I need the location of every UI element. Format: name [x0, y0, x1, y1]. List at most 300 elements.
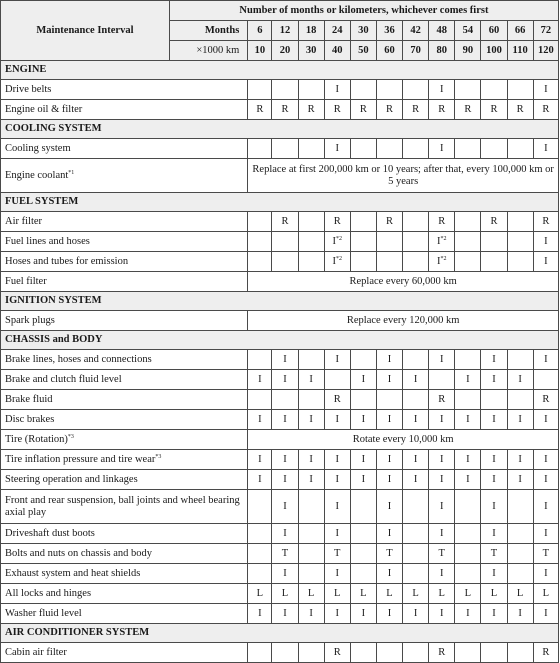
- km-value: 110: [507, 41, 533, 61]
- interval-mark: I: [272, 470, 298, 490]
- interval-mark: I: [481, 470, 507, 490]
- interval-mark: I: [429, 450, 455, 470]
- item-name: [1, 584, 248, 604]
- item-label: Front and rear suspension, ball joints and wheel bearing axial play: [5, 494, 240, 518]
- interval-mark: [272, 139, 298, 159]
- interval-mark: L: [429, 584, 455, 604]
- table-row: [1, 80, 559, 100]
- footnote-ref: *3: [155, 453, 162, 460]
- interval-mark: [298, 80, 324, 100]
- interval-mark: R: [376, 100, 402, 120]
- interval-mark: I: [248, 450, 272, 470]
- interval-mark: I: [533, 604, 558, 624]
- interval-mark: [350, 139, 376, 159]
- interval-mark: R: [350, 100, 376, 120]
- item-name: [1, 272, 248, 292]
- interval-mark: I: [376, 524, 402, 544]
- item-label: Exhaust system and heat shields: [5, 567, 141, 579]
- span-note: Replace every 60,000 km: [248, 272, 559, 292]
- interval-mark: [455, 490, 481, 524]
- section-row: [1, 61, 559, 80]
- interval-mark: [376, 139, 402, 159]
- interval-mark: I: [298, 470, 324, 490]
- interval-mark: I: [481, 410, 507, 430]
- interval-mark: [298, 544, 324, 564]
- section-row: [1, 331, 559, 350]
- interval-mark: L: [272, 584, 298, 604]
- interval-mark: [350, 232, 376, 252]
- interval-mark: [298, 564, 324, 584]
- interval-mark: [455, 643, 481, 663]
- km-value: 20: [272, 41, 298, 61]
- table-row: [1, 584, 559, 604]
- interval-mark: [403, 252, 429, 272]
- interval-mark: [248, 232, 272, 252]
- interval-mark: [324, 232, 350, 252]
- interval-mark: [533, 370, 558, 390]
- span-note: Replace at first 200,000 km or 10 years; after that, every 100,000 km or 5 years: [248, 159, 559, 193]
- item-label: Engine oil & filter: [5, 103, 83, 115]
- item-name: [1, 490, 248, 524]
- table-row: [1, 490, 559, 524]
- months-value: 18: [298, 21, 324, 41]
- item-name: [1, 139, 248, 159]
- interval-mark: R: [324, 643, 350, 663]
- interval-mark: I: [533, 139, 558, 159]
- interval-mark: R: [429, 212, 455, 232]
- interval-mark: [455, 252, 481, 272]
- interval-mark: I: [429, 350, 455, 370]
- table-row: [1, 159, 559, 193]
- table-row: [1, 232, 559, 252]
- interval-mark: I: [403, 450, 429, 470]
- interval-mark: [481, 80, 507, 100]
- interval-mark: L: [533, 584, 558, 604]
- interval-mark: I: [533, 564, 558, 584]
- item-name: [1, 370, 248, 390]
- footnote-ref: *2: [440, 255, 447, 262]
- interval-mark: R: [324, 212, 350, 232]
- interval-mark: I: [481, 350, 507, 370]
- interval-mark: R: [429, 390, 455, 410]
- interval-mark: [248, 544, 272, 564]
- interval-mark: [272, 390, 298, 410]
- interval-mark: I: [272, 490, 298, 524]
- km-label: ×1000 km: [169, 41, 247, 61]
- interval-mark: I: [455, 370, 481, 390]
- interval-mark: I: [272, 370, 298, 390]
- interval-mark: I: [324, 524, 350, 544]
- interval-mark: [376, 252, 402, 272]
- months-value: 54: [455, 21, 481, 41]
- item-label: Disc brakes: [5, 413, 55, 425]
- interval-mark: [298, 232, 324, 252]
- interval-mark: [376, 80, 402, 100]
- item-label: All locks and hinges: [5, 587, 92, 599]
- interval-mark: [507, 232, 533, 252]
- interval-mark: I: [350, 470, 376, 490]
- item-name: [1, 604, 248, 624]
- interval-mark: L: [455, 584, 481, 604]
- item-label: Hoses and tubes for emission: [5, 255, 129, 267]
- interval-mark: [455, 390, 481, 410]
- interval-mark: L: [248, 584, 272, 604]
- months-label: Months: [169, 21, 247, 41]
- interval-mark: [248, 350, 272, 370]
- months-value: 72: [533, 21, 558, 41]
- footnote-ref: *3: [67, 433, 74, 440]
- interval-mark: I: [507, 470, 533, 490]
- months-value: 42: [403, 21, 429, 41]
- km-value: 80: [429, 41, 455, 61]
- interval-mark: I: [272, 564, 298, 584]
- interval-mark: [455, 350, 481, 370]
- interval-mark: I: [507, 370, 533, 390]
- table-row: [1, 272, 559, 292]
- interval-mark: R: [272, 212, 298, 232]
- km-value: 70: [403, 41, 429, 61]
- interval-mark: [403, 232, 429, 252]
- section-title: COOLING SYSTEM: [1, 120, 559, 139]
- interval-mark: I: [298, 450, 324, 470]
- section-title: FUEL SYSTEM: [1, 193, 559, 212]
- km-value: 100: [481, 41, 507, 61]
- mark-letter: I: [332, 255, 336, 267]
- interval-mark: T: [324, 544, 350, 564]
- interval-mark: I: [350, 410, 376, 430]
- item-label: Cooling system: [5, 142, 71, 154]
- interval-mark: R: [429, 643, 455, 663]
- interval-mark: I: [324, 470, 350, 490]
- interval-mark: I: [376, 470, 402, 490]
- interval-mark: [350, 252, 376, 272]
- interval-mark: [455, 524, 481, 544]
- interval-mark: I: [455, 470, 481, 490]
- interval-mark: [350, 490, 376, 524]
- interval-mark: [455, 564, 481, 584]
- interval-mark: [324, 252, 350, 272]
- item-label: Cabin air filter: [5, 646, 67, 658]
- interval-mark: [376, 232, 402, 252]
- footnote-ref: *2: [336, 255, 342, 262]
- interval-mark: [429, 370, 455, 390]
- interval-mark: [298, 643, 324, 663]
- interval-mark: [298, 350, 324, 370]
- table-row: [1, 311, 559, 331]
- interval-mark: I: [350, 604, 376, 624]
- interval-mark: R: [298, 100, 324, 120]
- item-label: Fuel filter: [5, 275, 47, 287]
- table-row: [1, 390, 559, 410]
- interval-title: Number of months or kilometers, whichever comes first: [169, 1, 558, 21]
- months-value: 48: [429, 21, 455, 41]
- interval-mark: I: [272, 410, 298, 430]
- interval-mark: I: [429, 490, 455, 524]
- months-value: 36: [376, 21, 402, 41]
- interval-mark: R: [533, 390, 558, 410]
- interval-mark: R: [455, 100, 481, 120]
- interval-mark: I: [376, 370, 402, 390]
- interval-mark: I: [429, 470, 455, 490]
- table-row: [1, 544, 559, 564]
- interval-mark: R: [248, 100, 272, 120]
- interval-mark: L: [376, 584, 402, 604]
- interval-mark: I: [429, 80, 455, 100]
- interval-mark: I: [324, 410, 350, 430]
- interval-mark: [350, 390, 376, 410]
- item-label: Brake lines, hoses and connections: [5, 353, 152, 365]
- section-row: [1, 120, 559, 139]
- section-title: CHASSIS and BODY: [1, 331, 559, 350]
- table-row: [1, 524, 559, 544]
- interval-mark: I: [507, 410, 533, 430]
- interval-mark: [272, 80, 298, 100]
- footnote-ref: *2: [336, 235, 342, 242]
- interval-mark: R: [324, 390, 350, 410]
- interval-mark: I: [533, 232, 558, 252]
- interval-mark: [403, 643, 429, 663]
- item-label: Tire inflation pressure and tire wear: [5, 453, 156, 465]
- interval-mark: I: [533, 524, 558, 544]
- interval-mark: [350, 350, 376, 370]
- interval-mark: T: [533, 544, 558, 564]
- mark-letter: I: [437, 255, 441, 267]
- interval-mark: [481, 232, 507, 252]
- interval-mark: I: [403, 410, 429, 430]
- months-value: 66: [507, 21, 533, 41]
- footnote-ref: *2: [440, 235, 447, 242]
- interval-mark: I: [455, 604, 481, 624]
- item-name: [1, 80, 248, 100]
- interval-mark: [298, 524, 324, 544]
- interval-mark: L: [481, 584, 507, 604]
- interval-mark: I: [403, 370, 429, 390]
- km-value: 10: [248, 41, 272, 61]
- interval-mark: T: [272, 544, 298, 564]
- interval-mark: I: [429, 139, 455, 159]
- interval-mark: [272, 232, 298, 252]
- interval-mark: [248, 80, 272, 100]
- interval-mark: I: [376, 564, 402, 584]
- item-name: [1, 544, 248, 564]
- table-row: [1, 350, 559, 370]
- interval-mark: [507, 544, 533, 564]
- interval-mark: I: [481, 490, 507, 524]
- interval-mark: I: [324, 490, 350, 524]
- interval-mark: I: [376, 604, 402, 624]
- section-row: [1, 292, 559, 311]
- interval-mark: [403, 524, 429, 544]
- km-value: 40: [324, 41, 350, 61]
- interval-mark: I: [298, 410, 324, 430]
- interval-mark: R: [533, 643, 558, 663]
- interval-mark: [272, 252, 298, 272]
- interval-mark: [455, 139, 481, 159]
- interval-mark: [403, 212, 429, 232]
- item-label: Bolts and nuts on chassis and body: [5, 547, 152, 559]
- interval-mark: R: [272, 100, 298, 120]
- interval-mark: [403, 80, 429, 100]
- interval-mark: [455, 232, 481, 252]
- interval-mark: [298, 212, 324, 232]
- interval-mark: T: [429, 544, 455, 564]
- interval-mark: I: [507, 450, 533, 470]
- interval-mark: I: [455, 450, 481, 470]
- interval-mark: I: [533, 252, 558, 272]
- km-value: 50: [350, 41, 376, 61]
- interval-mark: I: [429, 564, 455, 584]
- item-name: [1, 350, 248, 370]
- interval-mark: [350, 643, 376, 663]
- item-label: Drive belts: [5, 83, 52, 95]
- interval-mark: T: [376, 544, 402, 564]
- interval-mark: I: [507, 604, 533, 624]
- interval-mark: [298, 139, 324, 159]
- interval-mark: [376, 390, 402, 410]
- interval-mark: R: [376, 212, 402, 232]
- interval-mark: [403, 390, 429, 410]
- table-row: [1, 430, 559, 450]
- interval-mark: I: [272, 350, 298, 370]
- km-value: 90: [455, 41, 481, 61]
- interval-mark: [403, 544, 429, 564]
- interval-mark: L: [507, 584, 533, 604]
- interval-mark: R: [481, 100, 507, 120]
- item-name: [1, 643, 248, 663]
- interval-mark: [507, 350, 533, 370]
- months-value: 60: [481, 21, 507, 41]
- months-value: 24: [324, 21, 350, 41]
- interval-mark: R: [429, 100, 455, 120]
- interval-mark: I: [481, 370, 507, 390]
- mark-letter: I: [332, 235, 336, 247]
- item-name: [1, 232, 248, 252]
- interval-mark: [455, 212, 481, 232]
- interval-mark: [403, 139, 429, 159]
- interval-mark: I: [455, 410, 481, 430]
- item-name: [1, 390, 248, 410]
- interval-mark: [481, 252, 507, 272]
- interval-mark: I: [481, 450, 507, 470]
- table-row: [1, 604, 559, 624]
- interval-mark: [376, 643, 402, 663]
- months-value: 12: [272, 21, 298, 41]
- interval-mark: I: [324, 450, 350, 470]
- interval-mark: [248, 139, 272, 159]
- months-value: 30: [350, 21, 376, 41]
- interval-mark: [272, 643, 298, 663]
- interval-mark: [324, 370, 350, 390]
- interval-mark: [248, 252, 272, 272]
- interval-mark: [507, 490, 533, 524]
- interval-mark: [248, 212, 272, 232]
- item-name: [1, 470, 248, 490]
- table-row: [1, 139, 559, 159]
- item-label: Tire (Rotation): [5, 433, 68, 445]
- interval-mark: I: [481, 564, 507, 584]
- table-row: [1, 564, 559, 584]
- span-note: Rotate every 10,000 km: [248, 430, 559, 450]
- interval-mark: [507, 524, 533, 544]
- section-title: ENGINE: [1, 61, 559, 80]
- mark-letter: I: [437, 235, 441, 247]
- interval-mark: I: [272, 604, 298, 624]
- interval-mark: [507, 212, 533, 232]
- interval-mark: [403, 350, 429, 370]
- interval-mark: I: [248, 370, 272, 390]
- table-row: [1, 212, 559, 232]
- interval-mark: [481, 139, 507, 159]
- interval-mark: [507, 139, 533, 159]
- interval-mark: I: [350, 370, 376, 390]
- interval-mark: I: [429, 524, 455, 544]
- interval-mark: R: [507, 100, 533, 120]
- interval-mark: I: [376, 490, 402, 524]
- interval-mark: [429, 252, 455, 272]
- item-name: [1, 450, 248, 470]
- item-label: Washer fluid level: [5, 607, 82, 619]
- interval-mark: [507, 390, 533, 410]
- interval-mark: [507, 564, 533, 584]
- item-name: [1, 311, 248, 331]
- interval-mark: I: [324, 350, 350, 370]
- interval-mark: [403, 490, 429, 524]
- interval-mark: [481, 643, 507, 663]
- interval-mark: I: [429, 604, 455, 624]
- km-value: 60: [376, 41, 402, 61]
- interval-mark: L: [403, 584, 429, 604]
- interval-mark: I: [324, 139, 350, 159]
- interval-mark: [350, 524, 376, 544]
- months-value: 6: [248, 21, 272, 41]
- table-row: [1, 252, 559, 272]
- interval-mark: [507, 80, 533, 100]
- interval-mark: [248, 643, 272, 663]
- interval-mark: [429, 232, 455, 252]
- item-name: [1, 212, 248, 232]
- item-name: [1, 564, 248, 584]
- table-row: [1, 370, 559, 390]
- span-note: Replace every 120,000 km: [248, 311, 559, 331]
- interval-mark: I: [350, 450, 376, 470]
- item-label: Engine coolant: [5, 169, 69, 181]
- interval-mark: R: [533, 100, 558, 120]
- item-label: Steering operation and linkages: [5, 473, 138, 485]
- interval-mark: [298, 390, 324, 410]
- interval-mark: I: [376, 410, 402, 430]
- item-label: Fuel lines and hoses: [5, 235, 90, 247]
- interval-mark: R: [481, 212, 507, 232]
- footnote-ref: *1: [68, 169, 75, 176]
- interval-mark: I: [298, 370, 324, 390]
- interval-mark: I: [533, 450, 558, 470]
- interval-mark: [298, 490, 324, 524]
- km-value: 30: [298, 41, 324, 61]
- interval-mark: I: [248, 604, 272, 624]
- item-label: Driveshaft dust boots: [5, 527, 95, 539]
- item-name: [1, 524, 248, 544]
- interval-mark: L: [298, 584, 324, 604]
- interval-mark: I: [533, 470, 558, 490]
- interval-mark: R: [533, 212, 558, 232]
- interval-mark: I: [324, 80, 350, 100]
- interval-mark: [481, 390, 507, 410]
- interval-mark: [248, 390, 272, 410]
- interval-mark: [248, 490, 272, 524]
- interval-mark: [298, 252, 324, 272]
- interval-mark: [350, 212, 376, 232]
- interval-mark: [403, 564, 429, 584]
